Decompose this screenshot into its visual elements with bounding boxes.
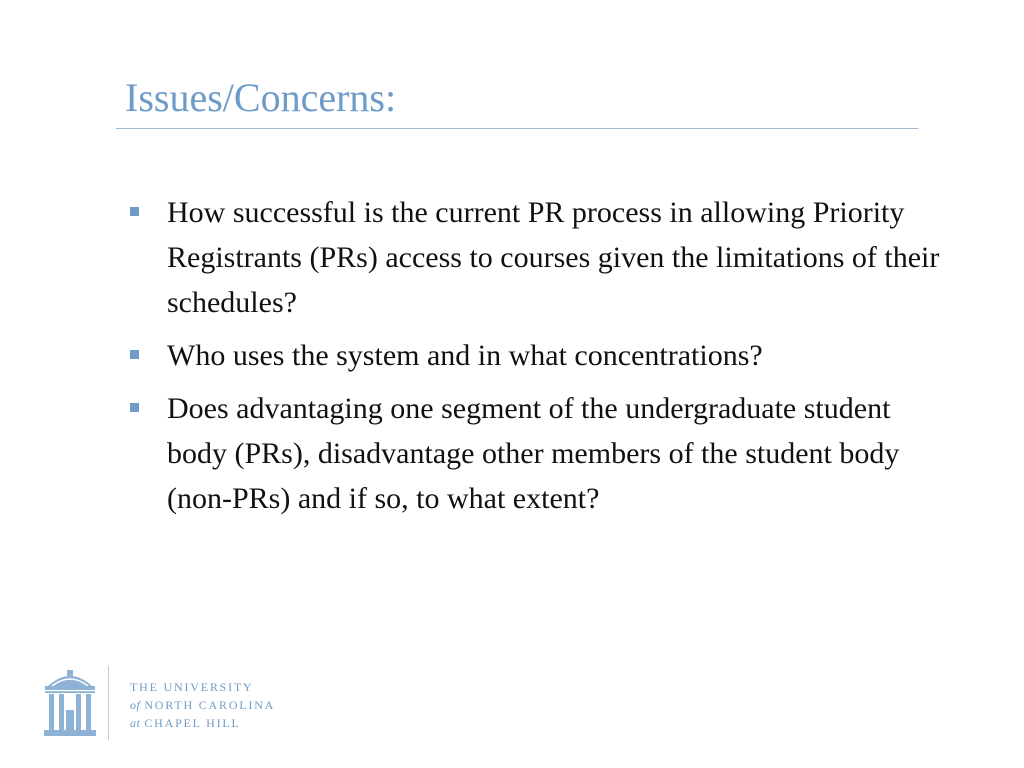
wordmark-line-2 — [130, 696, 275, 714]
wordmark-prefix-of: of — [130, 698, 141, 712]
old-well-icon — [40, 666, 100, 740]
bullet-item — [126, 190, 946, 325]
square-bullet-icon — [130, 350, 139, 359]
wordmark-prefix-at: at — [130, 716, 141, 730]
square-bullet-icon — [130, 207, 139, 216]
wordmark-line-1: THE UNIVERSITY — [130, 680, 254, 694]
bullet-list — [126, 190, 946, 529]
title-divider — [116, 128, 918, 129]
bullet-item — [126, 333, 946, 378]
bullet-text: Who uses the system and in what concentrations? — [167, 339, 763, 372]
bullet-item — [126, 386, 946, 521]
bullet-text: Does advantaging one segment of the undergraduate student body (PRs), disadvantage other members of the student body (non-PRs) and if so, to what extent? — [167, 392, 900, 515]
wordmark-chapel-hill: CHAPEL HILL — [144, 716, 241, 730]
wordmark-line-3 — [130, 714, 275, 732]
square-bullet-icon — [130, 403, 139, 412]
wordmark-north-carolina: NORTH CAROLINA — [144, 698, 276, 712]
footer-divider — [108, 666, 109, 740]
bullet-text: How successful is the current PR process in allowing Priority Registrants (PRs) access to courses given the limitations of their schedules? — [167, 196, 940, 319]
slide-title: Issues/Concerns: — [125, 75, 397, 120]
university-wordmark — [130, 678, 275, 732]
